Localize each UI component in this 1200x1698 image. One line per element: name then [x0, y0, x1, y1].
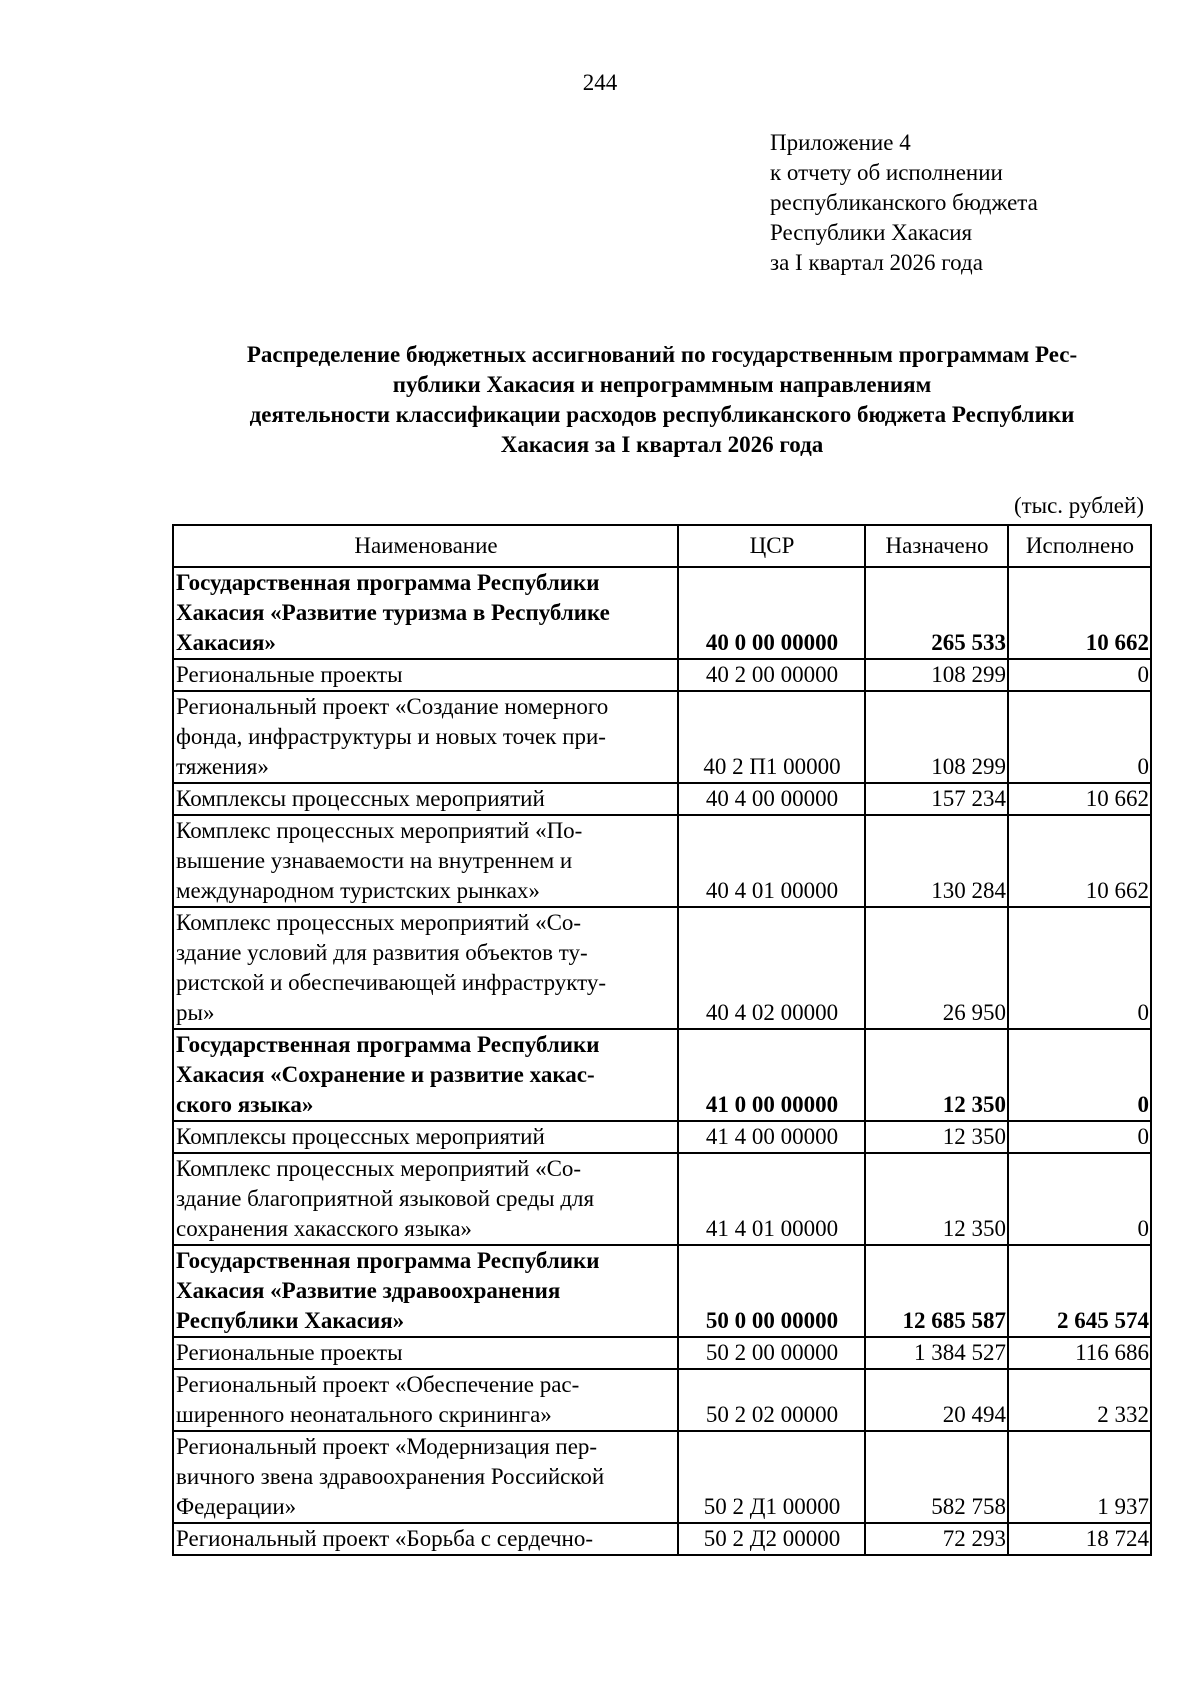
table-row	[173, 783, 1151, 815]
cell-executed: 0	[1008, 691, 1151, 783]
title-line: публики Хакасия и непрограммным направлениям	[392, 372, 932, 397]
cell-name	[173, 815, 678, 907]
table-row	[173, 659, 1151, 691]
table-row	[173, 1245, 1151, 1337]
document-title	[172, 340, 1152, 460]
cell-name-line: Хакасия «Развитие туризма в Республике	[176, 600, 610, 625]
cell-name-line: вичного звена здравоохранения Российской	[176, 1464, 605, 1489]
table-header-row	[173, 525, 1151, 567]
cell-name	[173, 1245, 678, 1337]
header-name: Наименование	[173, 525, 678, 567]
cell-assigned: 130 284	[865, 815, 1008, 907]
cell-name-line: Региональный проект «Создание номерного	[176, 694, 609, 719]
cell-name-line: здание благоприятной языковой среды для	[176, 1186, 595, 1211]
cell-name-line: Региональный проект «Обеспечение рас-	[176, 1372, 580, 1397]
cell-assigned: 12 350	[865, 1029, 1008, 1121]
cell-name-line: ры»	[176, 1000, 215, 1025]
table-row	[173, 1121, 1151, 1153]
cell-csr: 50 2 00 00000	[678, 1337, 865, 1369]
cell-name-line: Республики Хакасия»	[176, 1308, 405, 1333]
cell-name-line: Федерации»	[176, 1494, 297, 1519]
cell-name-line: Региональный проект «Борьба с сердечно-	[176, 1526, 593, 1551]
cell-name	[173, 1523, 678, 1555]
appendix-line: к отчету об исполнении	[770, 160, 1003, 185]
budget-table	[172, 524, 1152, 1556]
cell-name	[173, 1369, 678, 1431]
cell-name-line: Региональные проекты	[176, 662, 403, 687]
table-row	[173, 1153, 1151, 1245]
cell-name-line: Региональные проекты	[176, 1340, 403, 1365]
cell-csr: 40 0 00 00000	[678, 567, 865, 659]
cell-executed: 18 724	[1008, 1523, 1151, 1555]
cell-name-line: сохранения хакасского языка»	[176, 1216, 472, 1241]
page-number: 244	[582, 70, 618, 95]
cell-name	[173, 1153, 678, 1245]
cell-name	[173, 691, 678, 783]
appendix-note	[770, 128, 1170, 278]
cell-assigned: 108 299	[865, 659, 1008, 691]
cell-name-line: ристской и обеспечивающей инфраструкту-	[176, 970, 607, 995]
cell-assigned: 20 494	[865, 1369, 1008, 1431]
cell-name-line: Государственная программа Республики	[176, 1032, 600, 1057]
cell-executed: 1 937	[1008, 1431, 1151, 1523]
cell-name	[173, 907, 678, 1029]
cell-assigned: 157 234	[865, 783, 1008, 815]
cell-name-line: Хакасия «Сохранение и развитие хакас-	[176, 1062, 595, 1087]
cell-assigned: 72 293	[865, 1523, 1008, 1555]
cell-executed: 10 662	[1008, 815, 1151, 907]
cell-csr: 40 4 01 00000	[678, 815, 865, 907]
cell-name	[173, 1029, 678, 1121]
cell-executed: 2 645 574	[1008, 1245, 1151, 1337]
cell-name-line: Хакасия»	[176, 630, 276, 655]
cell-name-line: Комплекс процессных мероприятий «По-	[176, 818, 583, 843]
cell-assigned: 108 299	[865, 691, 1008, 783]
appendix-line: республиканского бюджета	[770, 190, 1038, 215]
cell-assigned: 265 533	[865, 567, 1008, 659]
cell-name	[173, 1121, 678, 1153]
cell-assigned: 12 350	[865, 1121, 1008, 1153]
cell-executed: 0	[1008, 1121, 1151, 1153]
cell-name-line: ского языка»	[176, 1092, 314, 1117]
table-row	[173, 1369, 1151, 1431]
cell-assigned: 12 350	[865, 1153, 1008, 1245]
cell-csr: 40 2 00 00000	[678, 659, 865, 691]
cell-name-line: ширенного неонатального скрининга»	[176, 1402, 552, 1427]
cell-executed: 0	[1008, 1153, 1151, 1245]
cell-csr: 50 2 02 00000	[678, 1369, 865, 1431]
appendix-line: Республики Хакасия	[770, 220, 973, 245]
table-row	[173, 1523, 1151, 1555]
cell-name-line: Государственная программа Республики	[176, 1248, 600, 1273]
appendix-line: Приложение 4	[770, 130, 911, 155]
cell-executed: 10 662	[1008, 567, 1151, 659]
cell-name-line: вышение узнаваемости на внутреннем и	[176, 848, 573, 873]
cell-name	[173, 659, 678, 691]
header-csr: ЦСР	[678, 525, 865, 567]
cell-name	[173, 567, 678, 659]
cell-csr: 50 0 00 00000	[678, 1245, 865, 1337]
title-line: деятельности классификации расходов республиканского бюджета Республики	[249, 402, 1075, 427]
cell-name-line: фонда, инфраструктуры и новых точек при-	[176, 724, 606, 749]
cell-executed: 0	[1008, 1029, 1151, 1121]
cell-executed: 116 686	[1008, 1337, 1151, 1369]
table-row	[173, 1029, 1151, 1121]
cell-name	[173, 783, 678, 815]
table-body	[173, 567, 1151, 1555]
cell-name-line: тяжения»	[176, 754, 269, 779]
cell-name-line: международном туристских рынках»	[176, 878, 540, 903]
cell-name-line: Региональный проект «Модернизация пер-	[176, 1434, 598, 1459]
cell-csr: 50 2 Д1 00000	[678, 1431, 865, 1523]
cell-csr: 41 0 00 00000	[678, 1029, 865, 1121]
title-line: Распределение бюджетных ассигнований по государственным программам Рес-	[246, 342, 1078, 367]
cell-csr: 41 4 01 00000	[678, 1153, 865, 1245]
cell-assigned: 582 758	[865, 1431, 1008, 1523]
cell-csr: 40 4 02 00000	[678, 907, 865, 1029]
cell-name	[173, 1431, 678, 1523]
cell-executed: 2 332	[1008, 1369, 1151, 1431]
cell-name-line: здание условий для развития объектов ту-	[176, 940, 588, 965]
cell-name-line: Комплекс процессных мероприятий «Со-	[176, 910, 582, 935]
cell-executed: 0	[1008, 907, 1151, 1029]
table-row	[173, 907, 1151, 1029]
title-line: Хакасия за I квартал 2026 года	[500, 432, 824, 457]
appendix-line: за I квартал 2026 года	[770, 250, 983, 275]
cell-executed: 0	[1008, 659, 1151, 691]
cell-name-line: Комплекс процессных мероприятий «Со-	[176, 1156, 582, 1181]
units-label: (тыс. рублей)	[1013, 493, 1144, 518]
cell-name-line: Государственная программа Республики	[176, 570, 600, 595]
header-assigned: Назначено	[865, 525, 1008, 567]
table-row	[173, 691, 1151, 783]
cell-name-line: Комплексы процессных мероприятий	[176, 1124, 545, 1149]
table-row	[173, 1431, 1151, 1523]
cell-assigned: 26 950	[865, 907, 1008, 1029]
cell-csr: 41 4 00 00000	[678, 1121, 865, 1153]
table-row	[173, 815, 1151, 907]
table-row	[173, 1337, 1151, 1369]
cell-csr: 40 2 П1 00000	[678, 691, 865, 783]
cell-name-line: Комплексы процессных мероприятий	[176, 786, 545, 811]
cell-name-line: Хакасия «Развитие здравоохранения	[176, 1278, 561, 1303]
cell-name	[173, 1337, 678, 1369]
table-row	[173, 567, 1151, 659]
cell-assigned: 12 685 587	[865, 1245, 1008, 1337]
cell-assigned: 1 384 527	[865, 1337, 1008, 1369]
cell-csr: 40 4 00 00000	[678, 783, 865, 815]
cell-executed: 10 662	[1008, 783, 1151, 815]
cell-csr: 50 2 Д2 00000	[678, 1523, 865, 1555]
header-executed: Исполнено	[1008, 525, 1151, 567]
